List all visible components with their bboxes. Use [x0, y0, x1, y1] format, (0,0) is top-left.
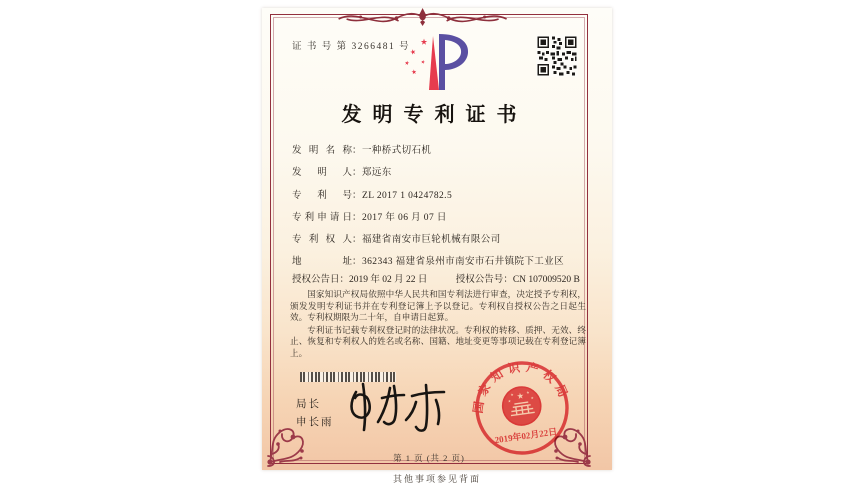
national-emblem [500, 385, 543, 428]
field-patentee [292, 231, 582, 253]
field-label: 地 址 [292, 257, 352, 268]
field-label: 专 利 号 [292, 190, 352, 201]
director-signature [342, 380, 450, 436]
field-value: 2017 年 06 月 07 日 [362, 212, 447, 223]
field-label: 专 利 权 人 [292, 235, 352, 246]
page-number: 第 1 页 (共 2 页) [393, 453, 465, 463]
director-title: 局长 [296, 399, 321, 410]
official-seal [466, 352, 579, 465]
cnipa-logo [399, 32, 477, 96]
field-inventor [292, 164, 582, 186]
field-label: 专利申请日 [292, 212, 352, 223]
seal-date: 2019年02月22日 [493, 426, 558, 446]
qr-code [536, 35, 578, 77]
grant-date-value: 2019 年 02 月 22 日 [349, 275, 428, 285]
field-separator: ： [352, 235, 362, 246]
field-value: 郑远东 [362, 168, 392, 179]
field-separator: ： [503, 275, 513, 285]
reverse-side-note: 其他事项参见背面 [392, 474, 481, 484]
field-separator: ： [352, 168, 362, 179]
grant-date-label: 授权公告日 [292, 275, 340, 285]
grant-number-value: CN 107009520 B [512, 275, 580, 285]
patent-certificate [262, 8, 612, 470]
legal-text [290, 289, 586, 361]
field-value: 福建省南安市巨轮机械有限公司 [362, 235, 501, 246]
field-separator: ： [352, 190, 362, 201]
legal-paragraph-2: 专利证书记载专利权登记时的法律状况。专利权的转移、质押、无效、终止、恢复和专利权人的姓名或名称、国籍、地址变更等事项记载在专利登记簿上。 [290, 324, 586, 358]
field-separator: ： [339, 275, 350, 285]
grant-row [292, 271, 592, 285]
seal-agency-text: 国家知识产权局 [470, 359, 573, 415]
legal-paragraph-1: 国家知识产权局依照中华人民共和国专利法进行审查，决定授予专利权，颁发发明专利证书并在专利登记簿上予以登记。专利权自授权公告之日起生效。专利权期限为二十年，自申请日起算。 [290, 289, 586, 323]
field-separator: ： [352, 257, 362, 268]
director-name: 申长雨 [296, 417, 334, 428]
grant-number-label: 授权公告号 [455, 275, 504, 285]
field-label: 发 明 人 [292, 168, 352, 179]
field-application-date [292, 209, 582, 231]
grant-number [456, 275, 580, 285]
field-value: 362343 福建省泉州市南安市石井镇院下工业区 [362, 257, 564, 268]
field-value: ZL 2017 1 0424782.5 [362, 190, 453, 201]
field-invention-name [292, 142, 582, 164]
grant-date [292, 275, 427, 285]
field-separator: ： [352, 212, 362, 223]
field-value: 一种桥式切石机 [362, 146, 432, 156]
signoff-block [296, 396, 334, 432]
field-list [292, 142, 582, 276]
field-label: 发 明 名 称 [292, 146, 352, 156]
field-patent-number [292, 187, 582, 209]
certificate-number: 证 书 号 第 3266481 号 [292, 42, 411, 52]
certificate-title: 发明专利证书 [341, 104, 528, 126]
field-separator: ： [352, 146, 362, 156]
